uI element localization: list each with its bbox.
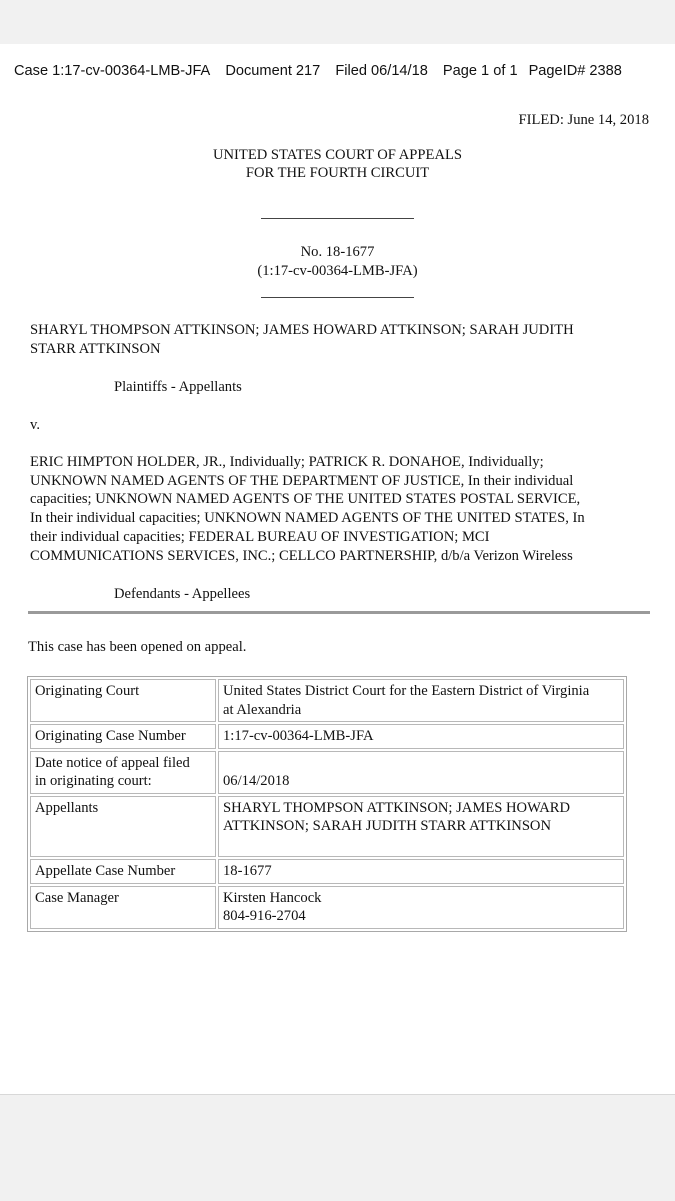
court-name: UNITED STATES COURT OF APPEALS	[212, 147, 463, 163]
table-row	[30, 796, 624, 858]
versus: v.	[30, 417, 40, 433]
row-value: United States District Court for the Eastern District of Virginia at Alexandria	[218, 679, 624, 722]
plaintiffs-line: SHARYL THOMPSON ATTKINSON; JAMES HOWARD ATTKINSON; SARAH JUDITH	[30, 322, 574, 338]
row-label: Appellants	[30, 796, 216, 858]
district-case-number: (1:17-cv-00364-LMB-JFA)	[257, 263, 418, 279]
viewer-bottom-band	[0, 1094, 675, 1201]
title-rule-bottom	[261, 297, 414, 298]
defendants-line: their individual capacities; FEDERAL BUREAU OF INVESTIGATION; MCI	[30, 529, 490, 545]
notice-text: This case has been opened on appeal.	[28, 639, 247, 655]
header-document: Document 217	[225, 63, 321, 79]
court-circuit: FOR THE FOURTH CIRCUIT	[245, 165, 430, 181]
defendants-line: COMMUNICATIONS SERVICES, INC.; CELLCO PARTNERSHIP, d/b/a Verizon Wireless	[30, 548, 573, 564]
filed-stamp: FILED: June 14, 2018	[518, 112, 649, 128]
header-filed-date: Filed 06/14/18	[335, 63, 428, 79]
row-value: 1:17-cv-00364-LMB-JFA	[218, 724, 624, 749]
defendants-line: capacities; UNKNOWN NAMED AGENTS OF THE UNITED STATES POSTAL SERVICE,	[30, 491, 581, 507]
defendants-line: UNKNOWN NAMED AGENTS OF THE DEPARTMENT OF JUSTICE, In their individual	[30, 473, 574, 489]
defendants-line: ERIC HIMPTON HOLDER, JR., Individually; PATRICK R. DONAHOE, Individually;	[30, 454, 544, 470]
row-label: Appellate Case Number	[30, 859, 216, 884]
table-row	[30, 751, 624, 794]
viewer-top-band	[0, 0, 675, 45]
title-rule-top	[261, 218, 414, 219]
header-page: Page 1 of 1	[442, 63, 518, 79]
row-value: 18-1677	[218, 859, 624, 884]
caption-separator	[28, 611, 650, 614]
plaintiffs-line: STARR ATTKINSON	[30, 341, 161, 357]
row-label: Originating Court	[30, 679, 216, 722]
plaintiffs-role: Plaintiffs - Appellants	[114, 379, 242, 395]
table-row	[30, 886, 624, 929]
defendants-role: Defendants - Appellees	[114, 586, 251, 602]
header-case-number: Case 1:17-cv-00364-LMB-JFA	[14, 63, 211, 79]
row-value: 06/14/2018	[218, 751, 624, 794]
header-page-id: PageID# 2388	[528, 63, 622, 79]
row-label: Originating Case Number	[30, 724, 216, 749]
row-label: Date notice of appeal filed in originating court:	[30, 751, 216, 794]
ecf-header-stamp	[14, 63, 622, 79]
case-info-table	[27, 676, 627, 932]
table-row	[30, 679, 624, 722]
appeal-case-number: No. 18-1677	[300, 244, 375, 260]
table-row	[30, 724, 624, 749]
document-page	[0, 44, 675, 1094]
row-value: SHARYL THOMPSON ATTKINSON; JAMES HOWARD ATTKINSON; SARAH JUDITH STARR ATTKINSON	[218, 796, 624, 858]
row-value: Kirsten Hancock 804-916-2704	[218, 886, 624, 929]
row-label: Case Manager	[30, 886, 216, 929]
table-row	[30, 859, 624, 884]
defendants-line: In their individual capacities; UNKNOWN NAMED AGENTS OF THE UNITED STATES, In	[30, 510, 585, 526]
